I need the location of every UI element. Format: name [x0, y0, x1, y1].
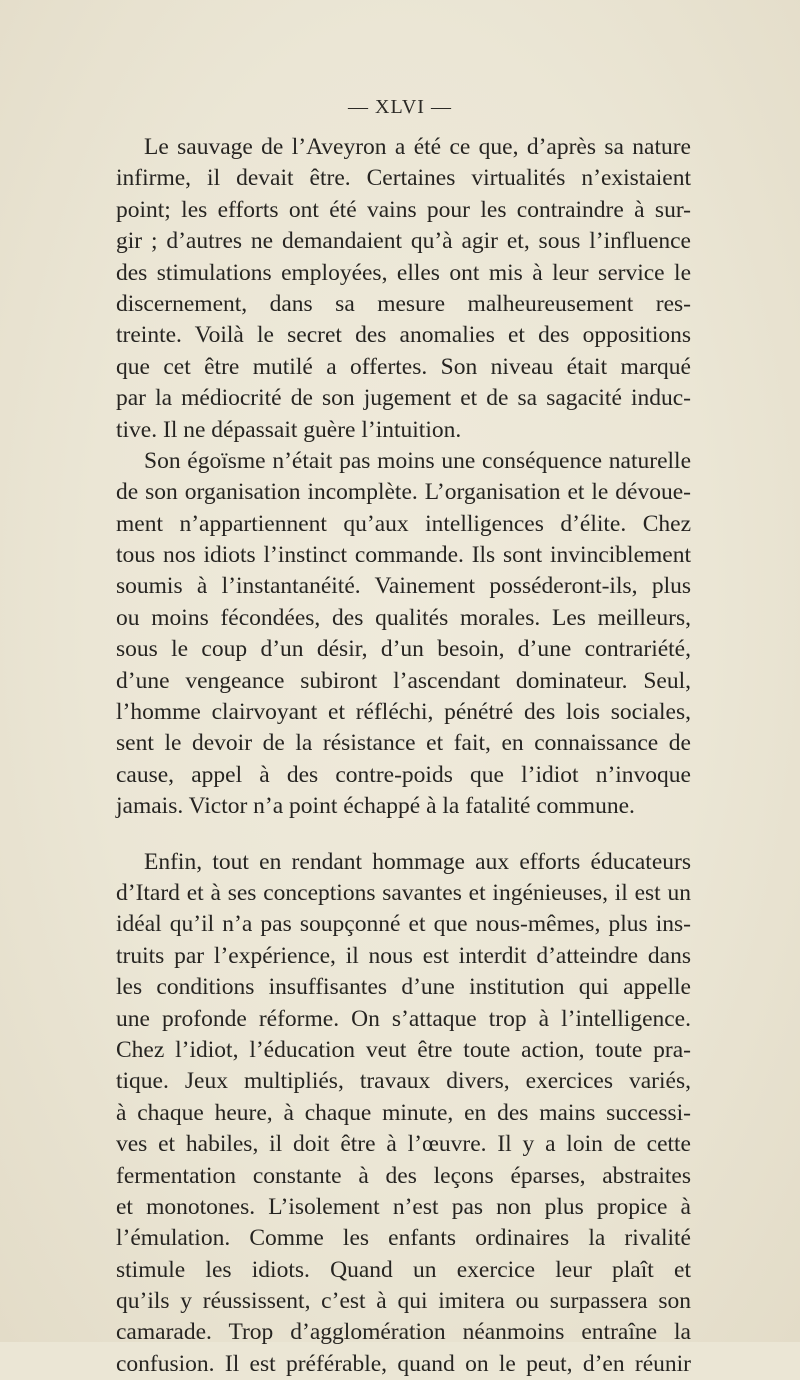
text-line: tive. Il ne dépassait guère l’intuition.: [116, 416, 462, 443]
text-line: Son égoïsme n’était pas moins une conséquence naturelle: [144, 447, 691, 474]
text-line: stimule les idiots. Quand un exercice leur plaît et: [116, 1256, 691, 1283]
text-line: tous nos idiots l’instinct commande. Ils sont invinciblement: [116, 542, 691, 569]
text-line: gir ; d’autres ne demandaient qu’à agir et, sous l’influence: [116, 228, 691, 255]
text-line: idéal qu’il n’a pas soupçonné et que nous-mêmes, plus ins-: [116, 911, 691, 938]
text-line: des stimulations employées, elles ont mis à leur service le: [116, 259, 691, 286]
text-line: confusion. Il est préférable, quand on le peut, d’en réunir: [116, 1350, 691, 1377]
paragraph-2: [116, 446, 691, 823]
text-line: fermentation constante à des leçons éparses, abstraites: [116, 1162, 691, 1189]
text-line: Le sauvage de l’Aveyron a été ce que, d’après sa nature: [144, 134, 691, 160]
body-text: [116, 132, 691, 1380]
text-line: sent le devoir de la résistance et fait, en connaissance de: [116, 730, 691, 757]
text-line: ou moins fécondées, des qualités morales. Les meilleurs,: [116, 604, 691, 631]
text-line: tique. Jeux multipliés, travaux divers, exercices variés,: [116, 1068, 691, 1095]
text-line: ment n’appartiennent qu’aux intelligences d’élite. Chez: [116, 510, 691, 537]
text-line: truits par l’expérience, il nous est interdit d’atteindre dans: [116, 942, 691, 969]
text-line: qu’ils y réussissent, c’est à qui imitera ou surpassera son: [116, 1288, 691, 1315]
text-line: d’une vengeance subiront l’ascendant dominateur. Seul,: [116, 667, 691, 694]
text-line: jamais. Victor n’a point échappé à la fatalité commune.: [116, 793, 635, 820]
text-line: l’émulation. Comme les enfants ordinaires la rivalité: [116, 1225, 691, 1252]
text-line: camarade. Trop d’agglomération néanmoins entraîne la: [116, 1319, 691, 1346]
text-line: point; les efforts ont été vains pour les contraindre à sur-: [116, 196, 691, 223]
page-number-header: — XLVI —: [348, 96, 452, 118]
text-line: par la médiocrité de son jugement et de sa sagacité induc-: [116, 385, 691, 412]
text-line: discernement, dans sa mesure malheureusement res-: [116, 290, 691, 317]
text-line: les conditions insuffisantes d’une institution qui appelle: [116, 974, 691, 1001]
text-line: ves et habiles, il doit être à l’œuvre. Il y a loin de cette: [116, 1131, 691, 1158]
text-line: soumis à l’instantanéité. Vainement posséderont-ils, plus: [116, 573, 691, 600]
text-line: l’homme clairvoyant et réfléchi, pénétré des lois sociales,: [116, 699, 691, 726]
text-line: Chez l’idiot, l’éducation veut être toute action, toute pra-: [116, 1036, 691, 1063]
paragraph-spacer: [116, 823, 691, 847]
text-line: que cet être mutilé a offertes. Son niveau était marqué: [116, 353, 691, 380]
text-line: une profonde réforme. On s’attaque trop à l’intelligence.: [116, 1005, 691, 1032]
paragraph-3: [116, 847, 691, 1380]
text-line: d’Itard et à ses conceptions savantes et ingénieuses, il est un: [116, 879, 691, 906]
text-line: et monotones. L’isolement n’est pas non plus propice à: [116, 1193, 691, 1220]
paragraph-1: [116, 132, 691, 446]
text-line: de son organisation incomplète. L’organisation et le dévoue-: [116, 479, 691, 506]
text-line: treinte. Voilà le secret des anomalies et des oppositions: [116, 322, 691, 349]
text-line: sous le coup d’un désir, d’un besoin, d’une contrariété,: [116, 636, 691, 663]
text-line: Enfin, tout en rendant hommage aux efforts éducateurs: [144, 848, 691, 875]
text-line: cause, appel à des contre-poids que l’idiot n’invoque: [116, 761, 691, 788]
text-line: infirme, il devait être. Certaines virtualités n’existaient: [116, 165, 691, 192]
text-line: à chaque heure, à chaque minute, en des mains successi-: [116, 1099, 691, 1126]
